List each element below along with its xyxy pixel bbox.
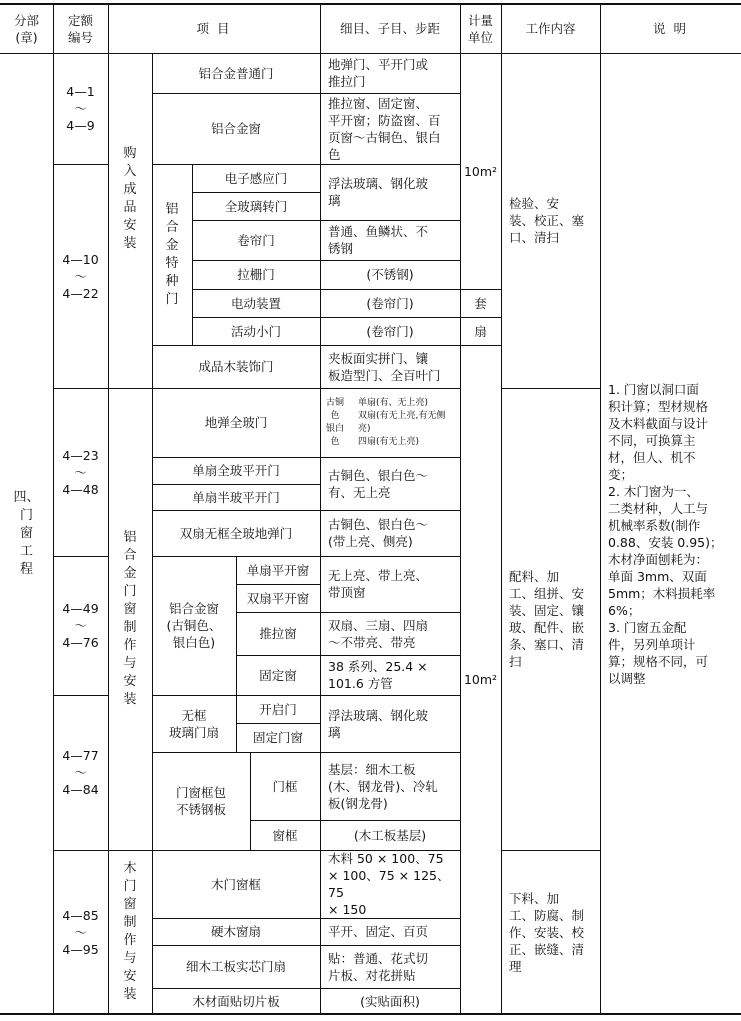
item-fixed-window: 固定窗	[259, 667, 297, 683]
detail-spring-sub: 单扇(有、无上亮) 双扇(有无上亮,有无侧亮) 四扇(有无上亮)	[358, 397, 446, 447]
detail-window-frame: (木工板基层)	[353, 827, 427, 843]
header-item: 项 目	[196, 21, 232, 36]
grid-line	[236, 723, 320, 724]
detail-roller: 普通、鱼鳞状、不 锈钢	[328, 224, 429, 256]
grid-line	[460, 4, 461, 1014]
item-wood-deco-door: 成品木装饰门	[198, 359, 274, 374]
unit-leaf: 扇	[474, 323, 487, 339]
grid-line	[320, 220, 460, 221]
grid-line	[320, 4, 321, 1014]
grid-line	[53, 850, 108, 851]
header-unit: 计量 单位	[467, 12, 493, 45]
item-motor: 电动装置	[230, 295, 281, 311]
grid-line	[460, 345, 501, 346]
item-grille-door: 拉栅门	[237, 267, 275, 282]
code-range-3: 4—23 ～ 4—48	[62, 447, 99, 497]
code-range-5: 4—77 ～ 4—84	[62, 748, 99, 797]
detail-single-doors: 古铜色、银白色～ 有、无上亮	[328, 467, 429, 500]
grid-line	[501, 4, 502, 1014]
header-note: 说 明	[653, 21, 688, 36]
grid-line	[152, 510, 460, 511]
grid-line	[152, 945, 460, 946]
header-detail: 细目、子目、步距	[339, 21, 440, 36]
grid-line	[0, 3, 741, 5]
grid-line	[320, 289, 460, 290]
grid-line	[53, 164, 108, 165]
item-sliding-window: 推拉窗	[259, 626, 297, 641]
grid-line	[192, 220, 320, 221]
work-aluminum: 配料、加 工、组拼、安 装、固定、镶 玻、配件、嵌 条、塞口、清 扫	[509, 569, 585, 669]
unit-area-2: 10m²	[463, 672, 498, 687]
group-purchased: 购 入 成 品 安 装	[123, 146, 137, 251]
header-chapter: 分部 (章)	[13, 12, 39, 45]
grid-line	[600, 4, 601, 1014]
grid-line	[53, 388, 108, 389]
grid-line	[108, 4, 109, 1014]
work-purchased: 检验、安 装、校正、塞 口、清扫	[509, 196, 585, 245]
grid-line	[320, 655, 460, 656]
grid-line	[152, 53, 153, 1014]
grid-line	[152, 457, 460, 458]
grid-line	[250, 820, 460, 821]
grid-line	[236, 584, 320, 585]
subgroup-stainless-wrap: 门窗框包 不锈钢板	[175, 785, 226, 817]
unit-set: 套	[474, 295, 487, 311]
item-veneer-panel: 木材面贴切片板	[192, 993, 280, 1009]
grid-line	[152, 556, 460, 557]
item-wood-frame: 木门窗框	[210, 876, 261, 892]
grid-line	[236, 655, 320, 656]
item-veneer-door: 细木工板实芯门扇	[185, 959, 286, 974]
code-range-2: 4—10 ～ 4—22	[62, 251, 99, 301]
detail-double-frameless: 古铜色、银白色～ (带上亮、侧亮)	[328, 517, 429, 549]
detail-veneer-panel: (实贴面积)	[360, 993, 420, 1009]
detail-door-frame: 基层：细木工板 (木、钢龙骨)、冷轧 板(钢龙骨)	[328, 761, 438, 811]
detail-grille: (不锈钢)	[366, 267, 414, 282]
grid-line	[192, 260, 320, 261]
item-roller-door: 卷帘门	[237, 232, 275, 248]
detail-al-window: 推拉窗、固定窗、 平开窗；防盗窗、百 页窗～古铜色、银白 色	[328, 95, 441, 162]
header-code: 定额 编号	[67, 12, 93, 45]
work-wood: 下料、加 工、防腐、制 作、安装、校 正、嵌缝、清 理	[509, 890, 585, 974]
code-range-1: 4—1 ～ 4—9	[66, 84, 95, 133]
grid-line	[192, 289, 320, 290]
group-wood: 木 门 窗 制 作 与 安 装	[123, 861, 137, 1002]
detail-veneer-door: 贴：普通、花式切 片板、对花拼贴	[328, 950, 429, 983]
item-al-window: 铝合金窗	[210, 121, 261, 136]
grid-line	[192, 192, 320, 193]
grid-line	[320, 260, 460, 261]
item-single-half-door: 单扇半玻平开门	[192, 489, 280, 505]
grid-line	[152, 918, 460, 919]
unit-area-1: 10m²	[463, 163, 498, 179]
detail-wood-deco: 夹板面实拼门、镶 板造型门、全百叶门	[328, 350, 441, 383]
detail-small-door: (卷帘门)	[366, 323, 414, 339]
detail-wood-frame: 木料 50 × 100、75 × 100、75 × 125、75 × 150	[328, 851, 450, 917]
detail-sliding: 双扇、三扇、四扇 ～不带亮、带亮	[328, 617, 429, 650]
chapter-name: 四、 门 窗 工 程	[13, 489, 40, 577]
item-double-casement: 双扇平开窗	[246, 590, 310, 606]
detail-motor: (卷帘门)	[366, 295, 414, 311]
grid-line	[192, 317, 320, 318]
item-open-door: 开启门	[259, 701, 297, 717]
item-hardwood-sash: 硬木窗扇	[210, 924, 261, 939]
item-sensor-door: 电子感应门	[224, 170, 288, 186]
grid-line	[152, 164, 460, 165]
subgroup-special-door: 铝 合 金 特 种 门	[165, 201, 179, 307]
grid-line	[53, 695, 108, 696]
grid-line	[152, 752, 460, 753]
item-revolving-door: 全玻璃转门	[224, 198, 288, 214]
detail-frameless: 浮法玻璃、钢化玻 璃	[328, 707, 429, 740]
code-range-4: 4—49 ～ 4—76	[62, 601, 99, 650]
grid-line	[152, 388, 460, 389]
grid-line	[53, 556, 108, 557]
grid-line	[236, 612, 320, 613]
grid-line	[460, 289, 501, 290]
grid-line	[501, 388, 600, 389]
subgroup-frameless: 无框 玻璃门扇	[168, 707, 219, 740]
subgroup-al-window: 铝合金窗 (古铜色、 银白色)	[166, 601, 222, 650]
detail-hardwood-sash: 平开、固定、百页	[328, 924, 429, 939]
grid-line	[152, 988, 460, 989]
item-door-frame: 门框	[272, 778, 298, 794]
group-aluminum: 铝 合 金 门 窗 制 作 与 安 装	[123, 530, 137, 707]
detail-casement: 无上亮、带上亮、 带顶窗	[328, 568, 429, 600]
item-fixed-door: 固定门窗	[252, 730, 303, 745]
item-single-full-door: 单扇全玻平开门	[192, 463, 280, 478]
note-text: 1. 门窗以洞口面 积计算；型材规格 及木料截面与设计 不同，可换算主 材，但人、机不 变； 2. 木门窗为一、 二类材种，人工与 机械率系数(制作 0.88、安装 0.95)； 木材净面刨耗为： 单面 3mm、双面 5mm；木料损耗率 6%； 3. 门窗五金配 件，另列单项计 算；规格不同，可 以调整	[608, 381, 723, 686]
detail-sensor-revolve: 浮法玻璃、钢化玻 璃	[328, 176, 429, 208]
detail-al-door: 地弹门、平开门或 推拉门	[328, 57, 429, 89]
item-spring-glass-door: 地弹全玻门	[204, 415, 268, 430]
grid-line	[53, 4, 54, 1014]
grid-line	[108, 850, 152, 851]
grid-line	[320, 612, 460, 613]
grid-line	[320, 317, 460, 318]
grid-line	[460, 317, 501, 318]
code-range-6: 4—85 ～ 4—95	[62, 907, 99, 957]
grid-line	[0, 1013, 741, 1015]
header-work: 工作内容	[525, 21, 576, 36]
grid-line	[501, 850, 600, 851]
grid-line	[108, 388, 152, 389]
grid-line	[0, 53, 741, 54]
grid-line	[152, 695, 460, 696]
grid-line	[250, 752, 251, 850]
detail-fixed: 38 系列、25.4 × 101.6 方管	[328, 659, 428, 691]
grid-line	[152, 93, 460, 94]
detail-color-label: 古铜色 银白色	[325, 397, 344, 447]
item-small-door: 活动小门	[230, 323, 281, 339]
grid-line	[152, 850, 460, 851]
item-window-frame: 窗框	[272, 827, 298, 843]
grid-line	[152, 484, 320, 485]
item-double-frameless-door: 双扇无框全玻地弹门	[179, 525, 293, 541]
item-al-door: 铝合金普通门	[198, 65, 274, 81]
grid-line	[152, 345, 460, 346]
item-single-casement: 单扇平开窗	[246, 562, 310, 578]
